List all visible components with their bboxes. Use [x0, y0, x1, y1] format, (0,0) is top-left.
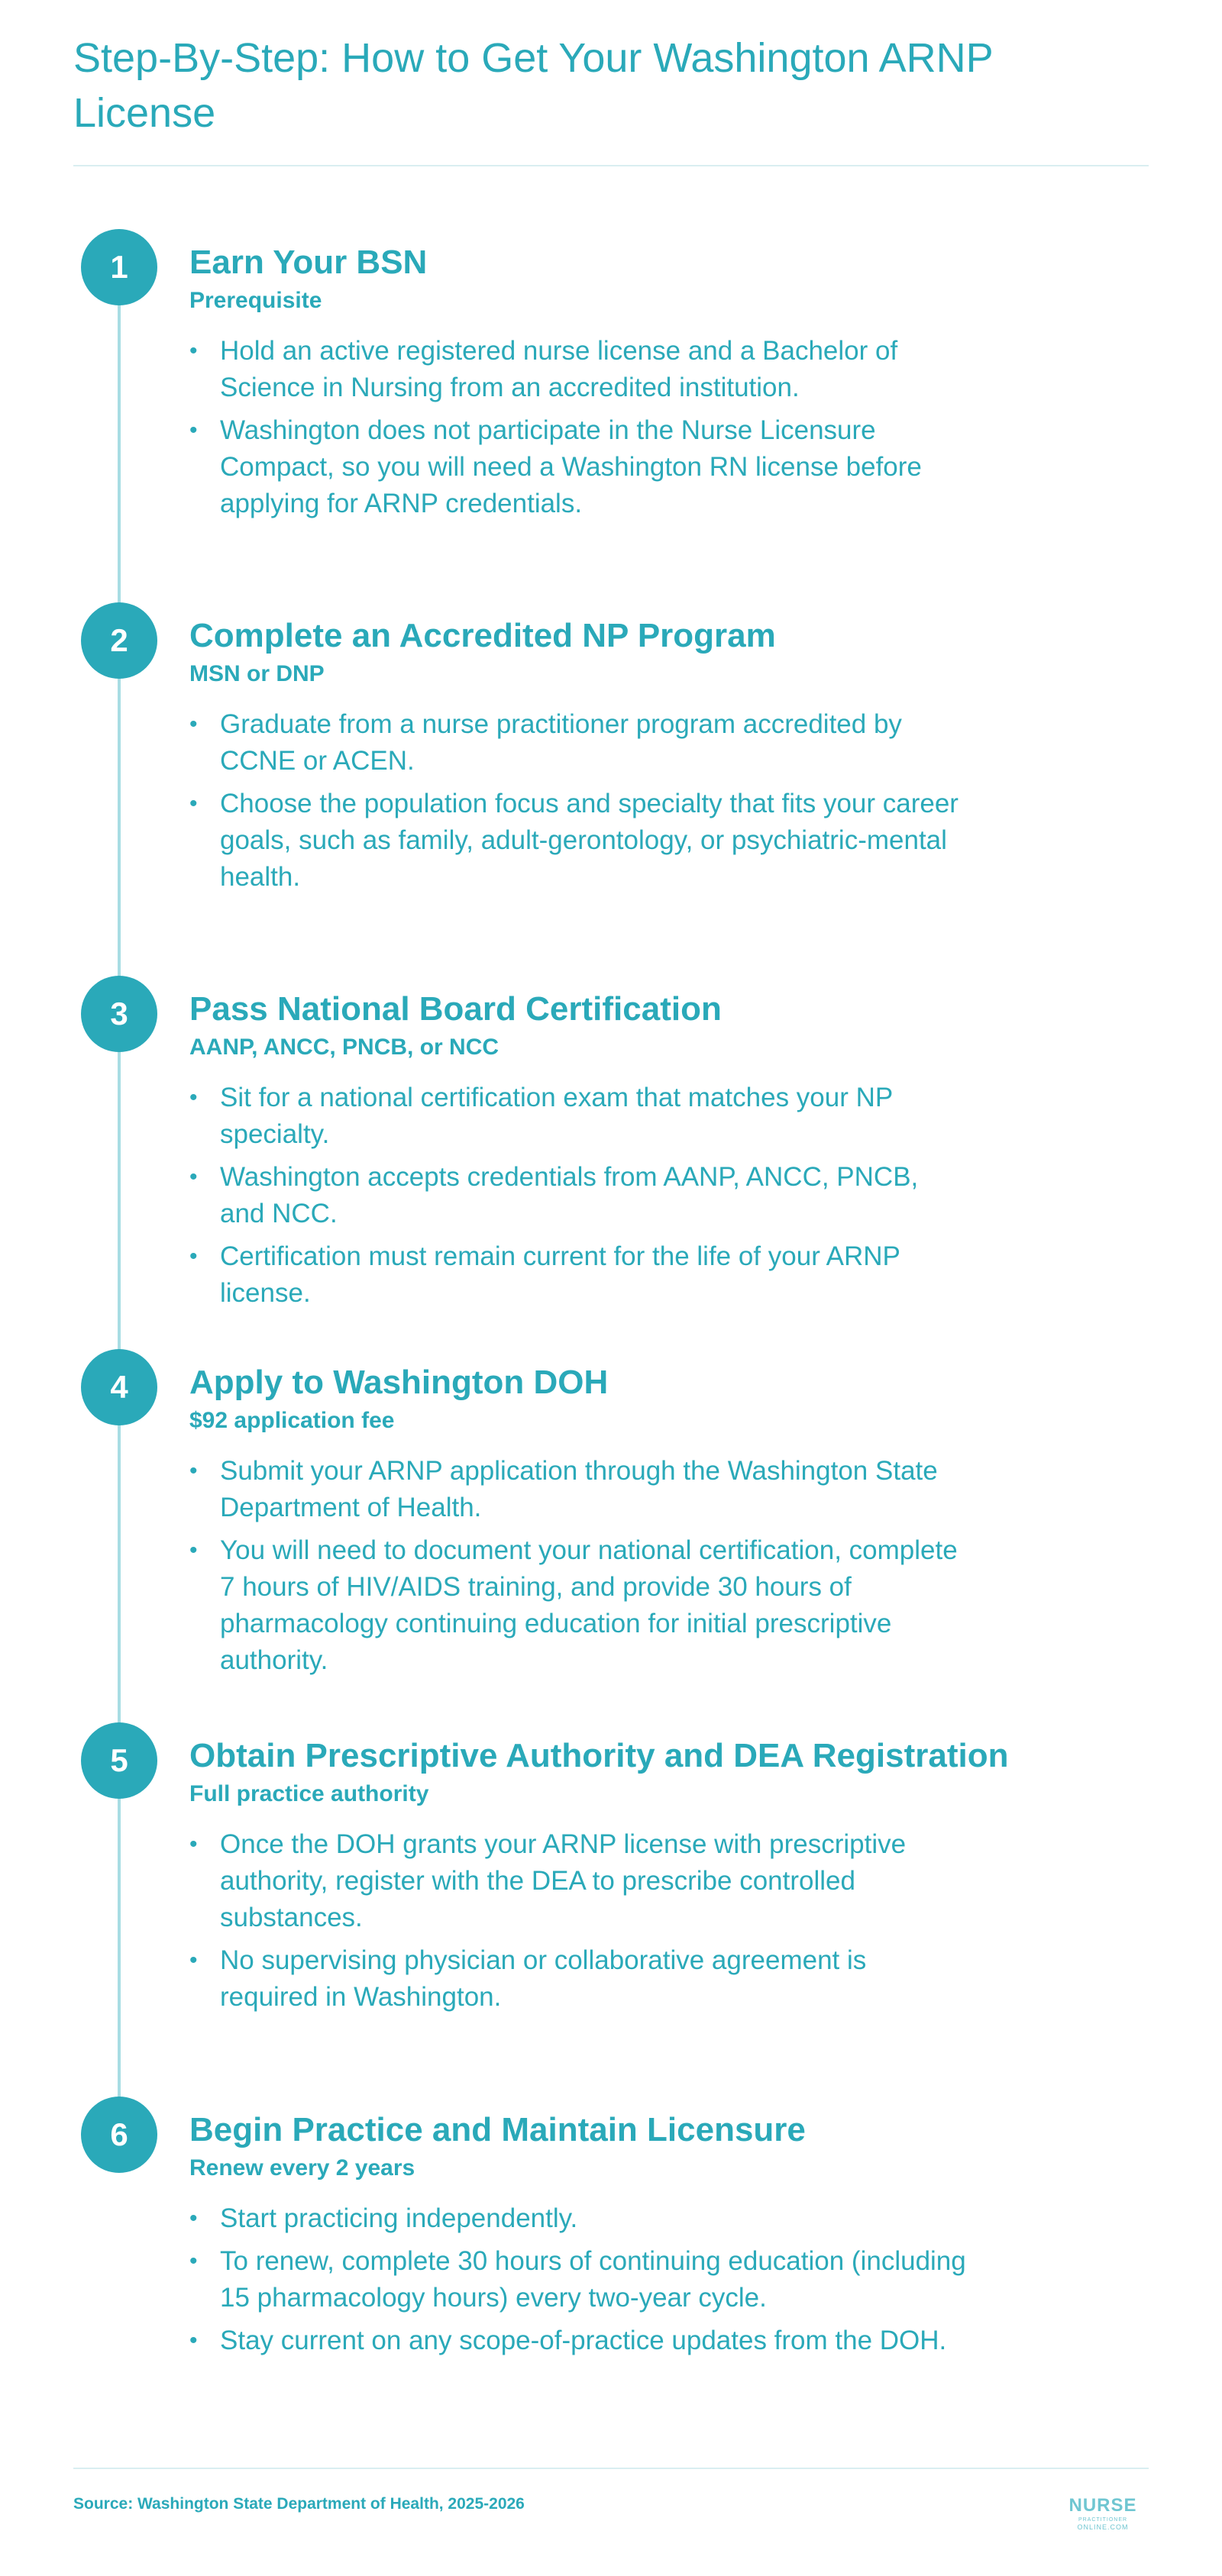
step-bullet: • Washington accepts credentials from AANP, ANCC, PNCB, and NCC. [189, 1159, 968, 1232]
step-bullet: • To renew, complete 30 hours of continuing education (including 15 pharmacology hours) every two-year cycle. [189, 2243, 968, 2316]
step-bullet: • Graduate from a nurse practitioner program accredited by CCNE or ACEN. [189, 706, 968, 780]
step-bullet: • Choose the population focus and specialty that fits your career goals, such as family, adult-gerontology, or psychiatric-mental health. [189, 786, 968, 896]
step-bullet: • Once the DOH grants your ARNP license with prescriptive authority, register with the DEA to prescribe controlled substances. [189, 1826, 968, 1936]
step-title: Complete an Accredited NP Program [189, 617, 776, 654]
step-bullet: • You will need to document your national certification, complete 7 hours of HIV/AIDS training, and provide 30 hours of pharmacology continuing education for initial prescriptive authority. [189, 1532, 968, 1679]
step-title: Begin Practice and Maintain Licensure [189, 2111, 806, 2148]
step-number-badge: 5 [81, 1722, 157, 1799]
step-title: Obtain Prescriptive Authority and DEA Registration [189, 1737, 1009, 1774]
page-title: Step-By-Step: How to Get Your Washington ARNP License [73, 35, 993, 136]
step-title: Apply to Washington DOH [189, 1364, 609, 1401]
step-number-badge: 1 [81, 229, 157, 305]
step-subtitle: Full practice authority [189, 1781, 429, 1806]
step-bullet: • Hold an active registered nurse license and a Bachelor of Science in Nursing from an accredited institution. [189, 333, 968, 406]
step-subtitle: Renew every 2 years [189, 2155, 415, 2181]
logo-url: ONLINE.COM [1077, 2523, 1129, 2531]
step-bullet-list [189, 333, 968, 522]
step-bullet-list [189, 1826, 968, 2016]
source-citation: Source: Washington State Department of Health, 2025-2026 [73, 2495, 525, 2513]
timeline-line [118, 298, 121, 2115]
step-bullet: • Start practicing independently. [189, 2200, 968, 2237]
step-bullet-list [189, 2200, 968, 2359]
step-number-badge: 4 [81, 1349, 157, 1425]
step-number-badge: 2 [81, 602, 157, 679]
title-divider [73, 165, 1149, 166]
step-number-badge: 3 [81, 976, 157, 1052]
step-bullet-list [189, 1453, 968, 1679]
step-bullet-list [189, 1080, 968, 1312]
step-bullet: • Submit your ARNP application through the Washington State Department of Health. [189, 1453, 968, 1526]
step-subtitle: AANP, ANCC, PNCB, or NCC [189, 1035, 499, 1060]
step-title: Earn Your BSN [189, 244, 428, 281]
step-number-badge: 6 [81, 2097, 157, 2173]
step-bullet: • Washington does not participate in the Nurse Licensure Compact, so you will need a Washington RN license before applying for ARNP credentials. [189, 412, 968, 522]
step-bullet: • Stay current on any scope-of-practice updates from the DOH. [189, 2323, 968, 2359]
step-bullet-list [189, 706, 968, 896]
step-subtitle: $92 application fee [189, 1408, 395, 1433]
footer-divider [73, 2468, 1149, 2469]
step-bullet: • Sit for a national certification exam that matches your NP specialty. [189, 1080, 968, 1153]
step-bullet: • No supervising physician or collaborative agreement is required in Washington. [189, 1942, 968, 2016]
logo-wordmark: NURSE [1068, 2495, 1137, 2516]
nurse-practitioner-online-logo [1057, 2497, 1149, 2531]
step-title: Pass National Board Certification [189, 990, 722, 1028]
logo-subtext: PRACTITIONER [1078, 2517, 1128, 2523]
step-subtitle: MSN or DNP [189, 661, 325, 686]
step-subtitle: Prerequisite [189, 288, 322, 313]
step-bullet: • Certification must remain current for the life of your ARNP license. [189, 1238, 968, 1312]
